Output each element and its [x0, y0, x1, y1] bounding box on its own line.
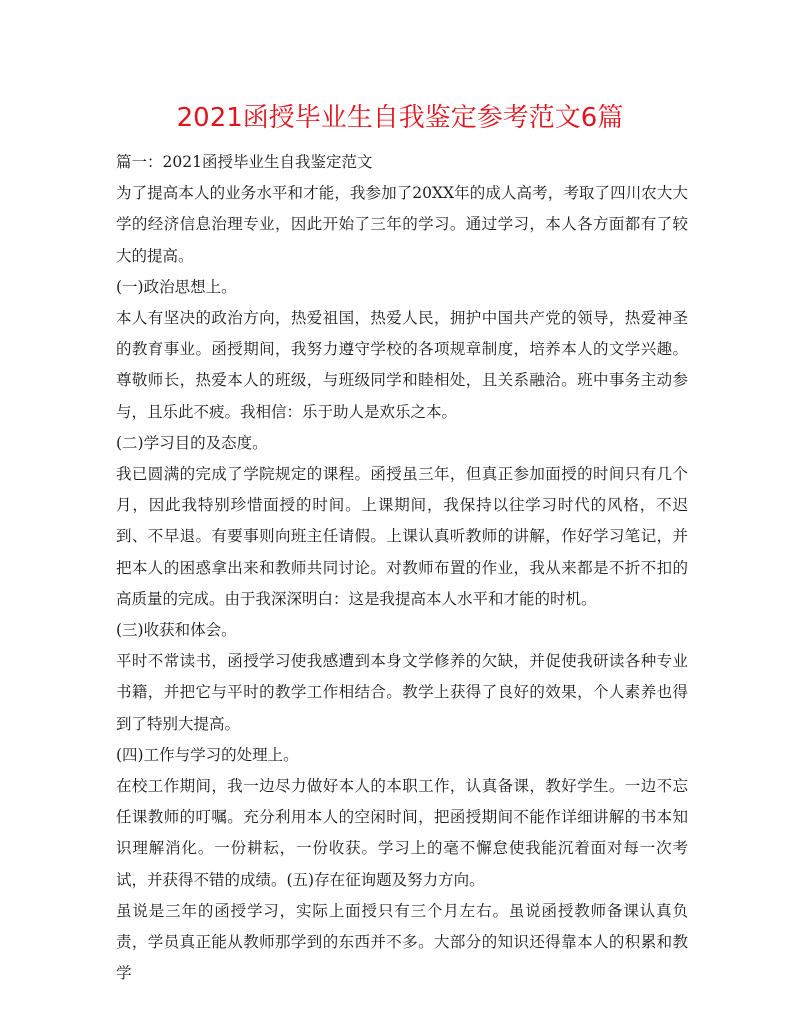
section-heading: 篇一：2021函授毕业生自我鉴定范文 — [116, 153, 373, 171]
document-title: 2021函授毕业生自我鉴定参考范文6篇 — [176, 103, 624, 133]
body-paragraph: 虽说是三年的函授学习，实际上面授只有三个月左右。虽说函授教师备课认真负责，学员真正能从教师那学到的东西并不多。大部分的知识还得靠本人的积累和教学 — [116, 901, 688, 983]
subsection-heading: (一)政治思想上。 — [116, 277, 237, 296]
body-paragraph: 为了提高本人的业务水平和才能，我参加了20XX年的成人高考，考取了四川农大大学的经济信息治理专业，因此开始了三年的学习。通过学习，本人各方面都有了较大的提高。 — [116, 184, 688, 265]
body-paragraph: 平时不常读书，函授学习使我感遭到本身文学修养的欠缺，并促使我研读各种专业书籍，并把它与平时的教学工作相结合。教学上获得了良好的效果，个人素养也得到了特别大提高。 — [116, 652, 688, 733]
document-body — [116, 147, 688, 989]
subsection-heading: (三)收获和体会。 — [116, 621, 237, 640]
subsection-heading: (四)工作与学习的处理上。 — [116, 745, 299, 764]
body-paragraph: 在校工作期间，我一边尽力做好本人的本职工作，认真备课，教好学生。一边不忘任课教师的叮嘱。充分利用本人的空闲时间，把函授期间不能作详细讲解的书本知识理解消化。一份耕耘，一份收获。学习上的毫不懈怠使我能沉着面对每一次考试，并获得不错的成绩。(五)存在征询题及努力方向。 — [116, 777, 688, 889]
subsection-heading: (二)学习目的及态度。 — [116, 433, 268, 452]
body-paragraph: 本人有坚决的政治方向，热爱祖国，热爱人民，拥护中国共产党的领导，热爱神圣的教育事业。函授期间，我努力遵守学校的各项规章制度，培养本人的文学兴趣。尊敬师长，热爱本人的班级，与班级同学和睦相处，且关系融洽。班中事务主动参与，且乐此不疲。我相信：乐于助人是欢乐之本。 — [116, 309, 688, 421]
body-paragraph: 我已圆满的完成了学院规定的课程。函授虽三年，但真正参加面授的时间只有几个月，因此我特别珍惜面授的时间。上课期间，我保持以往学习时代的风格，不迟到、不早退。有要事则向班主任请假。上课认真听教师的讲解，作好学习笔记，并把本人的困惑拿出来和教师共同讨论。对教师布置的作业，我从来都是不折不扣的高质量的完成。由于我深深明白：这是我提高本人水平和才能的时机。 — [116, 465, 688, 608]
